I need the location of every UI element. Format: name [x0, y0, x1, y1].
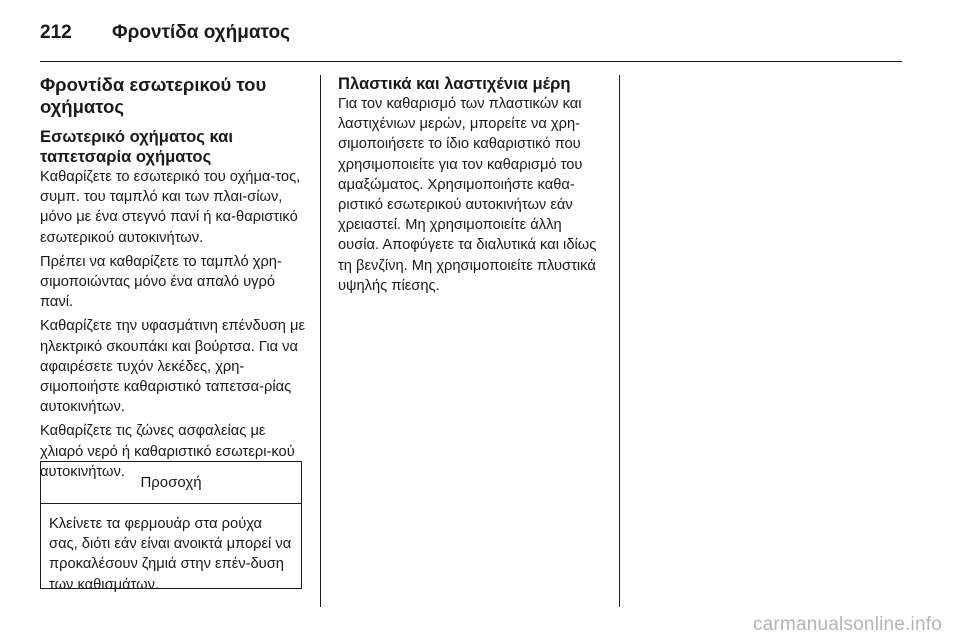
paragraph-dashboard-cleaning: Πρέπει να καθαρίζετε το ταμπλό χρη-σιμοποιώντας μόνο ένα απαλό υγρό πανί. [40, 253, 282, 311]
watermark: carmanualsonline.info [752, 614, 942, 635]
section-title-interior: Φροντίδα εσωτερικού του οχήματος [40, 74, 267, 117]
page-header [40, 18, 290, 48]
middle-column [338, 74, 606, 300]
left-column [40, 74, 306, 486]
column-divider-right [619, 75, 620, 607]
subsection-title-upholstery: Εσωτερικό οχήματος και ταπετσαρία οχήματος [40, 127, 233, 166]
paragraph-seatbelt-cleaning: Καθαρίζετε τις ζώνες ασφαλείας με χλιαρό νερό ή καθαριστικό εσωτερι-κού αυτοκινήτων. [40, 423, 295, 480]
page-number: 212 [40, 22, 72, 43]
paragraph-plastic-rubber-cleaning: Για τον καθαρισμό των πλαστικών και λαστιχένιων μερών, μπορείτε να χρη-σιμοποιήσετε το ίδιο καθαριστικό που χρησιμοποιείτε για τον καθαρισμό του αμαξώματος. Χρησιμοποιήστε καθα-ριστικό εσωτερικού αυτοκινήτων εάν χρειαστεί. Μη χρησιμοποιείτε άλλη ουσία. Αποφύγετε τα διαλυτικά και ιδίως τη βενζίνη. Μη χρησιμοποιείτε πλυστικά υψηλής πίεσης. [338, 96, 597, 294]
paragraph-interior-cleaning: Καθαρίζετε το εσωτερικό του οχήμα-τος, συμπ. του ταμπλό και των πλαι-σίων, μόνο με ένα στεγνό πανί ή κα-θαριστικό εσωτερικού αυτοκινήτων. [40, 169, 301, 246]
paragraph-fabric-cleaning: Καθαρίζετε την υφασμάτινη επένδυση με ηλεκτρικό σκουπάκι και βούρτσα. Για να αφαιρέσετε τυχόν λεκέδες, χρη-σιμοποιήστε καθαριστικό ταπετσα-ρίας αυτοκινήτων. [40, 318, 306, 416]
page-title: Φροντίδα οχήματος [112, 22, 290, 43]
caution-box [40, 461, 302, 593]
caution-text: Κλείνετε τα φερμουάρ στα ρούχα σας, διότι εάν είναι ανοικτά μπορεί να προκαλέσουν ζημιά στην επέν-δυση των καθισμάτων. [49, 516, 292, 593]
caution-title: Προσοχή [41, 462, 301, 504]
section-title-plastic-rubber: Πλαστικά και λαστιχένια μέρη [338, 74, 571, 93]
column-divider-left [320, 75, 321, 607]
header-divider [40, 61, 902, 62]
